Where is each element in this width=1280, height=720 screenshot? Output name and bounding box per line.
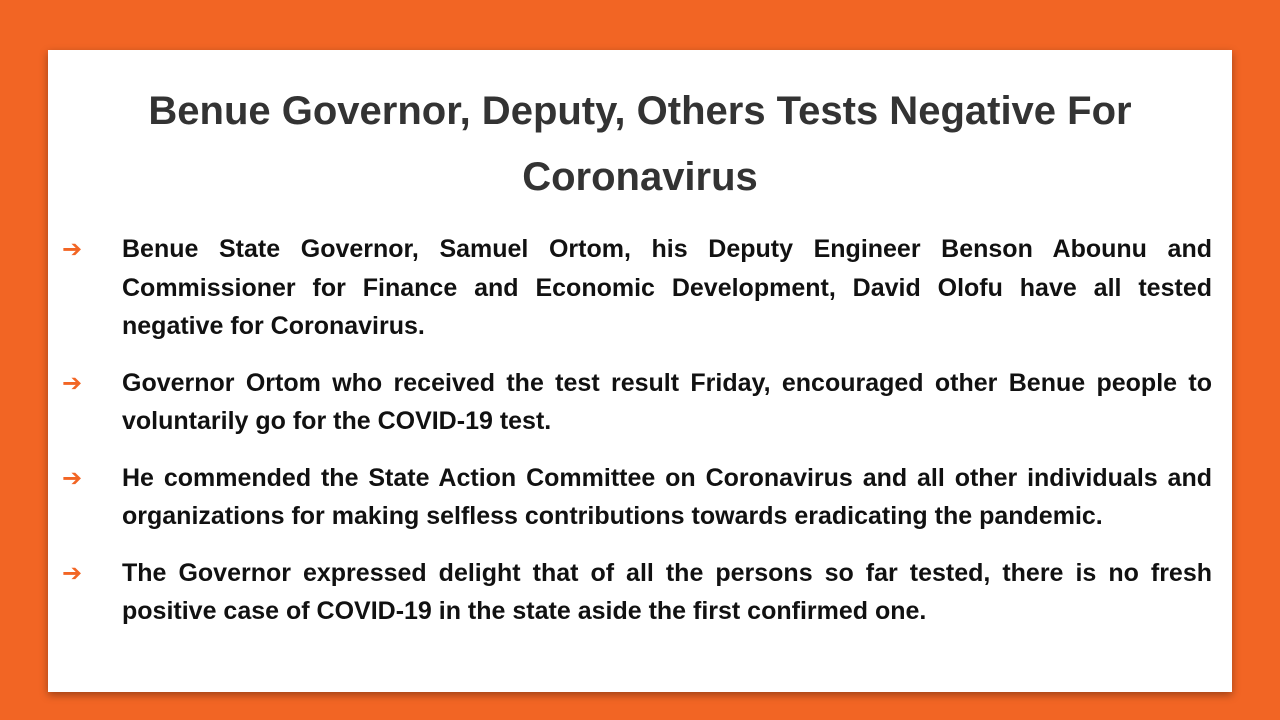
- arrow-right-icon: ➔: [62, 235, 83, 263]
- bullet-item: [48, 554, 1232, 631]
- arrow-right-icon: ➔: [62, 463, 83, 492]
- arrow-right-icon: ➔: [62, 368, 83, 397]
- slide-title: Benue Governor, Deputy, Others Tests Negative For Coronavirus: [148, 89, 1132, 199]
- bullet-item: [48, 459, 1232, 536]
- bullet-text: The Governor expressed delight that of all the persons so far tested, there is no fresh positive case of COVID-19 in the state aside the first confirmed one.: [122, 558, 1212, 625]
- bullet-text: Benue State Governor, Samuel Ortom, his Deputy Engineer Benson Abounu and Commissioner for Finance and Economic Development, David Olofu have all tested negative for Coronavirus.: [122, 235, 1212, 340]
- arrow-right-icon: ➔: [62, 558, 83, 587]
- bullet-list: [48, 230, 1232, 649]
- bullet-item: [48, 364, 1232, 441]
- bullet-text: Governor Ortom who received the test result Friday, encouraged other Benue people to voluntarily go for the COVID-19 test.: [122, 368, 1212, 435]
- bullet-item: [48, 230, 1232, 346]
- slide-card: [48, 50, 1232, 692]
- bullet-text: He commended the State Action Committee on Coronavirus and all other individuals and organizations for making selfless contributions towards eradicating the pandemic.: [122, 463, 1212, 530]
